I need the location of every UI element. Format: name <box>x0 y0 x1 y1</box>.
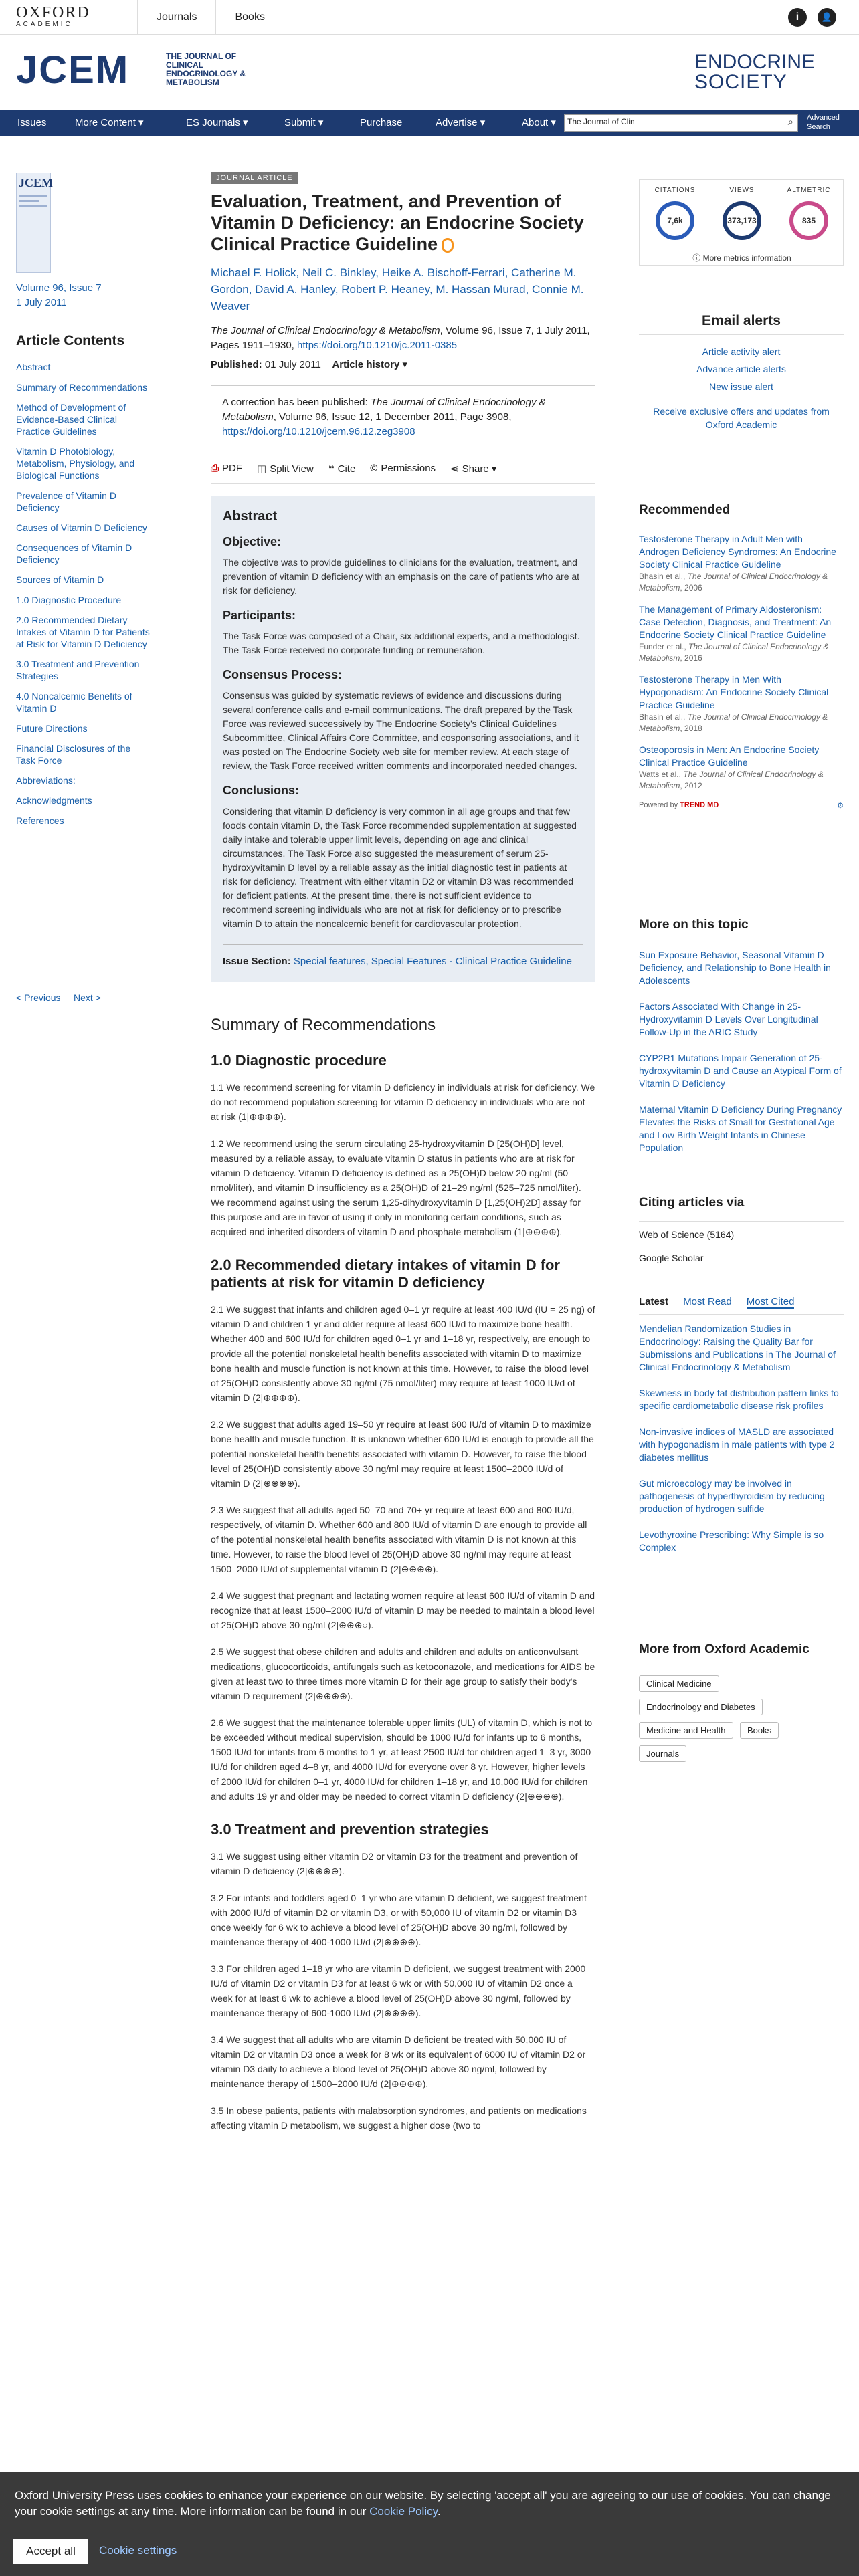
toc-heading: Article Contents <box>16 333 125 348</box>
trendmd-credit <box>639 801 844 809</box>
masthead <box>0 35 859 110</box>
toc-item[interactable]: 1.0 Diagnostic Procedure <box>16 595 122 605</box>
volume-link[interactable]: Volume 96, Issue 7 <box>16 282 102 294</box>
consensus-heading: Consensus Process: <box>223 668 343 681</box>
abstract-heading: Abstract <box>223 509 278 524</box>
cookie-text: Oxford University Press uses cookies to enhance your experience on our website. By selecting 'accept all' you are agreeing to our use of cookies. You can change your cookie settings at any time. More information can be found in our <box>15 2489 831 2518</box>
trendmd-logo[interactable]: TREND MD <box>680 801 719 809</box>
nav-advertise[interactable]: Advertise ▾ <box>436 117 486 128</box>
topic-link[interactable]: Maternal Vitamin D Deficiency During Pregnancy Elevates the Risks of Small for Gestational Age and Low Birth Weight Infants in Chinese Population <box>639 1104 842 1153</box>
accept-all-button[interactable]: Accept all <box>13 2539 88 2564</box>
participants-heading: Participants: <box>223 609 296 622</box>
conclusions-heading: Conclusions: <box>223 784 300 797</box>
advance-article-alerts-link[interactable]: Advance article alerts <box>696 364 786 374</box>
pill-journals[interactable]: Journals <box>639 1745 686 1762</box>
toc-item[interactable]: Summary of Recommendations <box>16 382 148 393</box>
split-view-button[interactable] <box>257 463 314 475</box>
cookie-message <box>15 2488 844 2520</box>
quote-icon: ❝ <box>328 463 335 475</box>
cookie-settings-link[interactable]: Cookie settings <box>99 2544 177 2557</box>
recommended-year: , 2016 <box>680 653 702 663</box>
article-main <box>211 171 595 2145</box>
recommendation: 2.3 We suggest that all adults aged 50–70 and 70+ yr require at least 600 and 800 IU/d, respectively, of vitamin D. Whether 600 and 800 IU/d of vitamin D are enough to provide all of the potential nonskeletal health benefits associated with vitamin D is not known at this time. However, to raise the blood level of 25(OH)D above 30 ng/ml may require at least 1500–2000 IU/d of supplemental vitamin D (2|⊕⊕⊕⊕). <box>211 1505 587 1574</box>
info-circle-icon: ⓘ <box>692 253 703 263</box>
article-contents <box>16 361 150 835</box>
recommended-journal: The Journal of Clinical Endocrinology & Metabolism <box>639 712 828 733</box>
latest-tabs <box>639 1296 844 1309</box>
recommendation: 3.3 For children aged 1–18 yr who are vitamin D deficient, we suggest treatment with 2000 IU/d of vitamin D2 or vitamin D3 for at least 6 wk or with 50,000 IU of vitamin D2 once a week for at least 6 wk to achieve a blood level of 25(OH)D above 30 ng/ml, followed by maintenance therapy of 600-1000 IU/d (2|⊕⊕⊕⊕). <box>211 1963 586 2018</box>
cookie-banner <box>0 2472 859 2576</box>
cite-button[interactable] <box>328 463 356 475</box>
recommendation: 2.6 We suggest that the maintenance tolerable upper limits (UL) of vitamin D, which is not to be exceeded without medical supervision, should be 1000 IU/d for infants up to 6 months, 1500 IU/d for infants from 6 months to 1 yr, at least 2500 IU/d for children aged 1–3 yr, 3000 IU/d for children aged 4–8 yr, and 4000 IU/d for everyone over 8 yr. However, higher levels of 2000 IU/d for children 0–1 yr, 4000 IU/d for children 1–18 yr, and 10,000 IU/d for children and adults 19 yr and older may be needed to correct vitamin D deficiency (2|⊕⊕⊕⊕). <box>211 1717 593 1802</box>
recommended-meta <box>639 769 844 792</box>
more-oxford-heading: More from Oxford Academic <box>639 1642 809 1656</box>
views-badge[interactable]: 373,173 <box>723 201 761 240</box>
objective-text: The objective was to provide guidelines to clinicians for the evaluation, treatment, and prevention of vitamin D deficiency with an emphasis on the care of patients who are at risk for deficiency. <box>223 557 580 596</box>
issue-cover[interactable] <box>16 173 51 273</box>
pdf-button[interactable] <box>211 463 242 475</box>
cover-stripe <box>19 205 47 207</box>
latest-link[interactable]: Mendelian Randomization Studies in Endocrinology: Raising the Quality Bar for Submissions and Publications in The Journal of Clinical Endocrinology & Metabolism <box>639 1323 836 1372</box>
latest-link[interactable]: Gut microecology may be involved in pathogenesis of hyperthyroidism by reducing production of hydrogen sulfide <box>639 1478 825 1514</box>
exclusive-offers-link[interactable]: Receive exclusive offers and updates from Oxford Academic <box>653 406 830 430</box>
web-of-science-link[interactable]: Web of Science (5164) <box>639 1229 735 1240</box>
consensus-text: Consensus was guided by systematic reviews of evidence and discussions during several conference calls and e-mail communications. The draft prepared by the Task Force was reviewed successively by The Endocrine Society's Clinical Guidelines Subcommittee, Clinical Affairs Core Committee, and cosponsoring associations, and it was posted on The Endocrine Society web site for member review. At each stage of review, the Task Force received written comments and incorporated needed changes. <box>223 690 579 771</box>
society-line-1: ENDOCRINE <box>694 51 816 73</box>
correction-journal: The Journal of Clinical Endocrinology & Metabolism <box>222 397 546 423</box>
recommended-title[interactable]: Testosterone Therapy in Men With Hypogonadism: An Endocrine Society Clinical Practice Guideline <box>639 674 829 710</box>
topic-link[interactable]: Sun Exposure Behavior, Seasonal Vitamin D Deficiency, and Relationship to Bone Health in Adolescents <box>639 950 831 986</box>
nav-submit[interactable]: Submit ▾ <box>284 117 324 128</box>
toc-item[interactable]: Financial Disclosures of the Task Force <box>16 743 131 766</box>
google-scholar-link[interactable]: Google Scholar <box>639 1253 704 1263</box>
more-topic-heading: More on this topic <box>639 918 749 932</box>
recommended-list <box>639 526 844 810</box>
recommended-journal: The Journal of Clinical Endocrinology & Metabolism <box>639 642 829 663</box>
nav-purchase[interactable]: Purchase <box>360 117 403 128</box>
issue-section-label: Issue Section: <box>223 956 291 967</box>
nav-journals[interactable]: Journals <box>138 0 216 35</box>
recommended-year: , 2012 <box>680 781 702 790</box>
nav-books[interactable]: Books <box>216 0 284 35</box>
recommended-authors: Funder et al., <box>639 642 689 651</box>
recommended-journal: The Journal of Clinical Endocrinology & Metabolism <box>639 770 824 790</box>
pill-medicine-health[interactable]: Medicine and Health <box>639 1722 733 1739</box>
top-bar <box>0 0 859 35</box>
citing-list <box>639 1221 844 1274</box>
citations-badge[interactable]: 7,6k <box>656 201 694 240</box>
prev-next-nav <box>16 992 101 1003</box>
recommendation: 2.1 We suggest that infants and children aged 0–1 yr require at least 400 IU/d (IU = 25 ng) of vitamin D and children 1 yr and older require at least 600 IU/d to maximize bone health. Whether 400 and 600 IU/d for children aged 0–1 yr and 1–18 yr, respectively, are enough to provide all the potential nonskeletal health benefits associated with vitamin D to maximize bone health and muscle function is not known at this time. However, to raise the blood level of 25(OH)D consistently above 30 ng/ml (75 nmol/liter) may require at least 1000 IU/d of vitamin D (2|⊕⊕⊕⊕). <box>211 1304 595 1403</box>
recommended-meta <box>639 641 844 664</box>
pdf-label: PDF <box>222 463 243 474</box>
citations-label: CITATIONS <box>654 187 696 194</box>
powered-by-label: Powered by <box>639 801 678 809</box>
correction-details: , Volume 96, Issue 12, 1 December 2011, Page 3908, <box>273 411 512 423</box>
toc-item[interactable]: 4.0 Noncalcemic Benefits of Vitamin D <box>16 691 132 714</box>
open-access-icon <box>442 238 454 253</box>
article-title-text: Evaluation, Treatment, and Prevention of Vitamin D Deficiency: an Endocrine Society Clinical Practice Guideline <box>211 191 584 254</box>
logo-line-1: OXFORD <box>16 4 90 21</box>
recommendation: 2.4 We suggest that pregnant and lactating women require at least 600 IU/d of vitamin D and recognize that at least 1500–2000 IU/d of vitamin D may be needed to maintain a blood level of 25(OH)D above 30 ng/ml (2|⊕⊕⊕○). <box>211 1590 595 1630</box>
info-icon[interactable]: i <box>788 8 807 27</box>
issue-date[interactable]: 1 July 2011 <box>16 297 67 308</box>
citation-details: , Volume 96, Issue 7, 1 July 2011, Pages 1911–1930, <box>211 325 590 351</box>
abstract-section <box>211 496 595 982</box>
list-item <box>639 673 844 734</box>
journal-logo[interactable]: JCEM <box>16 48 130 92</box>
objective-heading: Objective: <box>223 535 282 548</box>
nav-issues[interactable]: Issues <box>17 117 47 128</box>
published-label: Published: <box>211 359 262 370</box>
published-info <box>211 358 595 370</box>
tab-most-read[interactable]: Most Read <box>683 1296 732 1307</box>
toc-item[interactable]: Vitamin D Photobiology, Metabolism, Physiology, and Biological Functions <box>16 446 135 481</box>
recommended-title[interactable]: The Management of Primary Aldosteronism: Case Detection, Diagnosis, and Treatment: An Endocrine Society Clinical Practice Guideline <box>639 604 832 640</box>
article-tools <box>211 463 595 484</box>
permissions-button[interactable] <box>370 463 436 475</box>
toc-item[interactable]: Causes of Vitamin D Deficiency <box>16 522 147 533</box>
main-nav <box>0 110 859 136</box>
permissions-label: Permissions <box>381 463 436 474</box>
recommended-title[interactable]: Osteoporosis in Men: An Endocrine Society Clinical Practice Guideline <box>639 744 820 768</box>
recommendation: 1.2 We recommend using the serum circulating 25-hydroxyvitamin D [25(OH)D] level, measured by a reliable assay, to evaluate vitamin D status in patients who are at risk for vitamin D deficiency. Vitamin D deficiency is defined as a 25(OH)D below 20 ng/ml (50 nmol/liter), and vitamin D insufficiency as a 25(OH)D of 21–29 ng/ml (525–725 nmol/liter). We recommend against using the serum 1,25-dihydroxyvitamin D [1,25(OH)2D] assay for this purpose and are in favor of using it only in monitoring certain conditions, such as acquired and inherited disorders of vitamin D and phosphate metabolism (1|⊕⊕⊕⊕). <box>211 1138 581 1237</box>
recommended-authors: Watts et al., <box>639 770 684 779</box>
pill-books[interactable]: Books <box>740 1722 779 1739</box>
more-metrics-label: More metrics information <box>702 253 791 263</box>
article-activity-alert-link[interactable]: Article activity alert <box>702 346 781 357</box>
toc-item[interactable]: Prevalence of Vitamin D Deficiency <box>16 490 116 513</box>
recommended-authors: Bhasin et al., <box>639 572 688 581</box>
recommended-authors: Bhasin et al., <box>639 712 688 722</box>
user-icon[interactable]: 👤 <box>818 8 836 27</box>
summary-heading: Summary of Recommendations <box>211 1016 436 1034</box>
list-item <box>639 533 844 594</box>
gear-icon[interactable]: ⚙ <box>837 802 844 810</box>
journal-full-name: THE JOURNAL OF CLINICAL ENDOCRINOLOGY & METABOLISM <box>166 51 246 87</box>
society-line-2: SOCIETY <box>694 71 787 93</box>
correction-notice <box>211 385 595 449</box>
author-list[interactable]: Michael F. Holick, Neil C. Binkley, Heike A. Bischoff-Ferrari, Catherine M. Gordon, David A. Hanley, Robert P. Heaney, M. Hassan Murad, Connie M. Weaver <box>211 266 584 312</box>
search-input[interactable] <box>564 114 798 132</box>
recommended-meta <box>639 571 844 594</box>
more-oxford-pills <box>639 1667 844 1769</box>
next-link[interactable]: Next > <box>74 992 101 1003</box>
pill-clinical-medicine[interactable]: Clinical Medicine <box>639 1675 719 1692</box>
recommendation: 1.1 We recommend screening for vitamin D deficiency in individuals at risk for deficiency. We do not recommend population screening for vitamin D deficiency in individuals who are not at risk (1|⊕⊕⊕⊕). <box>211 1082 595 1122</box>
altmetric-label: ALTMETRIC <box>787 187 831 194</box>
top-nav <box>137 0 284 35</box>
article-type-tag: JOURNAL ARTICLE <box>211 172 298 184</box>
participants-text: The Task Force was composed of a Chair, six additional experts, and a methodologist. The Task Force received no corporate funding or remuneration. <box>223 631 580 655</box>
new-issue-alert-link[interactable]: New issue alert <box>709 381 773 392</box>
advanced-search-link[interactable]: Advanced Search <box>807 114 840 131</box>
search-icon[interactable]: ⌕ <box>787 116 793 128</box>
tab-latest[interactable]: Latest <box>639 1296 669 1307</box>
share-label: Share ▾ <box>462 463 497 475</box>
doi-link[interactable]: https://doi.org/10.1210/jc.2011-0385 <box>297 340 458 351</box>
toc-item[interactable]: Acknowledgments <box>16 795 92 806</box>
section-1-heading: 1.0 Diagnostic procedure <box>211 1052 387 1069</box>
recommended-year: , 2006 <box>680 583 702 593</box>
more-topic-list <box>639 942 844 1168</box>
nav-more-content[interactable]: More Content ▾ <box>75 117 144 128</box>
previous-link[interactable]: < Previous <box>16 992 61 1003</box>
recommendation: 3.2 For infants and toddlers aged 0–1 yr who are vitamin D deficient, we suggest treatment with 2000 IU/d of vitamin D2 or vitamin D3, or with 50,000 IU of vitamin D2 or vitamin D3 once weekly for 6 wk to achieve a blood level of 25(OH)D above 30 ng/ml, followed by maintenance therapy of 400-1000 IU/d (2|⊕⊕⊕⊕). <box>211 1893 587 1947</box>
topic-link[interactable]: CYP2R1 Mutations Impair Generation of 25-hydroxyvitamin D and Cause an Atypical Form of Vitamin D Deficiency <box>639 1053 842 1089</box>
pill-endocrinology[interactable]: Endocrinology and Diabetes <box>639 1699 763 1715</box>
latest-list <box>639 1314 844 1554</box>
toc-item[interactable]: Abbreviations: <box>16 775 76 786</box>
latest-link[interactable]: Skewness in body fat distribution pattern links to specific cardiometabolic disease risk profiles <box>639 1388 839 1411</box>
topic-link[interactable]: Factors Associated With Change in 25-Hydroxyvitamin D Levels Over Longitudinal Follow-Up in the ARIC Study <box>639 1001 818 1037</box>
cite-label: Cite <box>337 463 356 475</box>
list-item <box>639 603 844 664</box>
toc-item[interactable]: Consequences of Vitamin D Deficiency <box>16 542 132 565</box>
latest-link[interactable]: Non-invasive indices of MASLD are associated with hypogonadism in male patients with type 2 diabetes mellitus <box>639 1426 835 1463</box>
cookie-policy-link[interactable]: Cookie Policy <box>369 2505 438 2518</box>
correction-doi-link[interactable]: https://doi.org/10.1210/jcem.96.12.zeg3908 <box>222 426 415 437</box>
recommended-meta <box>639 712 844 734</box>
toc-item[interactable]: Sources of Vitamin D <box>16 574 104 585</box>
oxford-academic-logo[interactable] <box>16 5 116 30</box>
toc-item[interactable]: Method of Development of Evidence-Based Clinical Practice Guidelines <box>16 402 126 437</box>
split-view-icon: ◫ <box>257 463 267 475</box>
nav-about[interactable]: About ▾ <box>522 117 556 128</box>
correction-prefix: A correction has been published: <box>222 397 371 408</box>
cover-title: JCEM <box>19 176 53 189</box>
logo-line-2: ACADEMIC <box>16 21 73 28</box>
toc-item[interactable]: Abstract <box>16 362 51 372</box>
share-button[interactable] <box>450 463 496 475</box>
section-2-heading: 2.0 Recommended dietary intakes of vitamin D for patients at risk for vitamin D deficiency <box>211 1257 561 1291</box>
email-alerts <box>639 313 844 431</box>
recommendation: 2.5 We suggest that obese children and adults and children and adults on anticonvulsant medications, glucocorticoids, antifungals such as ketoconazole, and medications for AIDS be given at least two to three times more vitamin D for their age group to satisfy their body's vitamin D requirement (2|⊕⊕⊕⊕). <box>211 1646 595 1701</box>
search-scope-select[interactable]: The Journal of Clin <box>567 117 635 126</box>
pdf-icon: ⎙ <box>211 463 219 474</box>
issue-info <box>16 281 102 310</box>
article-history-toggle[interactable]: Article history ▾ <box>332 359 408 370</box>
citation-journal: The Journal of Clinical Endocrinology & Metabolism <box>211 325 440 336</box>
share-icon: ⋖ <box>450 463 459 475</box>
recommendation: 3.4 We suggest that all adults who are vitamin D deficient be treated with 50,000 IU of vitamin D2 or vitamin D3 once a week for 8 wk or its equivalent of 6000 IU of vitamin D2 or vitamin D3 daily to achieve a blood level of 25(OH)D above 30 ng/ml, followed by maintenance therapy of 1500–2000 IU/d (2|⊕⊕⊕⊕). <box>211 2034 586 2089</box>
more-metrics-link[interactable] <box>640 252 844 263</box>
metrics-panel <box>639 179 844 266</box>
toc-item[interactable]: References <box>16 815 64 826</box>
recommendation: 2.2 We suggest that adults aged 19–50 yr require at least 600 IU/d of vitamin D to maximize bone health and muscle function. It is unknown whether 600 IU/d is enough to provide all the potential nonskeletal health benefits associated with vitamin D. However, to raise the blood level of 25(OH)D consistently above 30 ng/ml may require at least 1500–2000 IU/d of vitamin D (2|⊕⊕⊕⊕). <box>211 1419 594 1489</box>
article-title <box>211 191 595 255</box>
cookie-text-end: . <box>437 2505 441 2518</box>
conclusions-text: Considering that vitamin D deficiency is very common in all age groups and that few foods contain vitamin D, the Task Force recommended supplementation at suggested daily intake and tolerable upper limit levels, depending on age and clinical circumstances. The Task Force also suggested the measurement of serum 25-hydroxyvitamin D level by a reliable assay as the initial diagnostic test in patients at risk for deficiency. Treatment with either vitamin D2 or vitamin D3 was recommended for deficient patients. At the present time, there is not sufficient evidence to recommend screening individuals who are not at risk for deficiency or to prescribe vitamin D to attain the noncalcemic benefit for cardiovascular protection. <box>223 806 577 929</box>
views-label: VIEWS <box>729 187 755 194</box>
published-date: 01 July 2011 <box>264 359 321 370</box>
list-item <box>639 744 844 792</box>
nav-es-journals[interactable]: ES Journals ▾ <box>186 117 248 128</box>
toc-item[interactable]: 2.0 Recommended Dietary Intakes of Vitamin D for Patients at Risk for Vitamin D Deficiency <box>16 615 150 649</box>
endocrine-society-logo[interactable] <box>694 52 842 92</box>
cover-stripe <box>19 195 47 197</box>
recommended-heading: Recommended <box>639 503 731 517</box>
recommended-year: , 2018 <box>680 724 702 733</box>
issue-section <box>223 944 583 969</box>
email-alerts-heading: Email alerts <box>639 313 844 335</box>
altmetric-badge[interactable]: 835 <box>789 201 828 240</box>
recommended-title[interactable]: Testosterone Therapy in Adult Men with Androgen Deficiency Syndromes: An Endocrine Society Clinical Practice Guideline <box>639 534 836 570</box>
recommendation: 3.1 We suggest using either vitamin D2 or vitamin D3 for the treatment and prevention of vitamin D deficiency (2|⊕⊕⊕⊕). <box>211 1851 578 1876</box>
citation <box>211 324 595 353</box>
cover-stripe <box>19 200 39 202</box>
citing-heading: Citing articles via <box>639 1196 745 1210</box>
section-3-heading: 3.0 Treatment and prevention strategies <box>211 1821 489 1838</box>
issue-section-links[interactable]: Special features, Special Features - Clinical Practice Guideline <box>293 956 572 967</box>
latest-link[interactable]: Levothyroxine Prescribing: Why Simple is so Complex <box>639 1529 824 1553</box>
toc-item[interactable]: 3.0 Treatment and Prevention Strategies <box>16 659 140 681</box>
recommendation: 3.5 In obese patients, patients with malabsorption syndromes, and patients on medications affecting vitamin D metabolism, we suggest a higher dose (two to <box>211 2105 587 2131</box>
recommended-journal: The Journal of Clinical Endocrinology & Metabolism <box>639 572 828 593</box>
tab-most-cited[interactable]: Most Cited <box>746 1296 795 1307</box>
split-view-label: Split View <box>270 463 314 475</box>
toc-item[interactable]: Future Directions <box>16 723 88 734</box>
copyright-icon: © <box>370 463 378 474</box>
latest-panel <box>639 1296 844 1568</box>
